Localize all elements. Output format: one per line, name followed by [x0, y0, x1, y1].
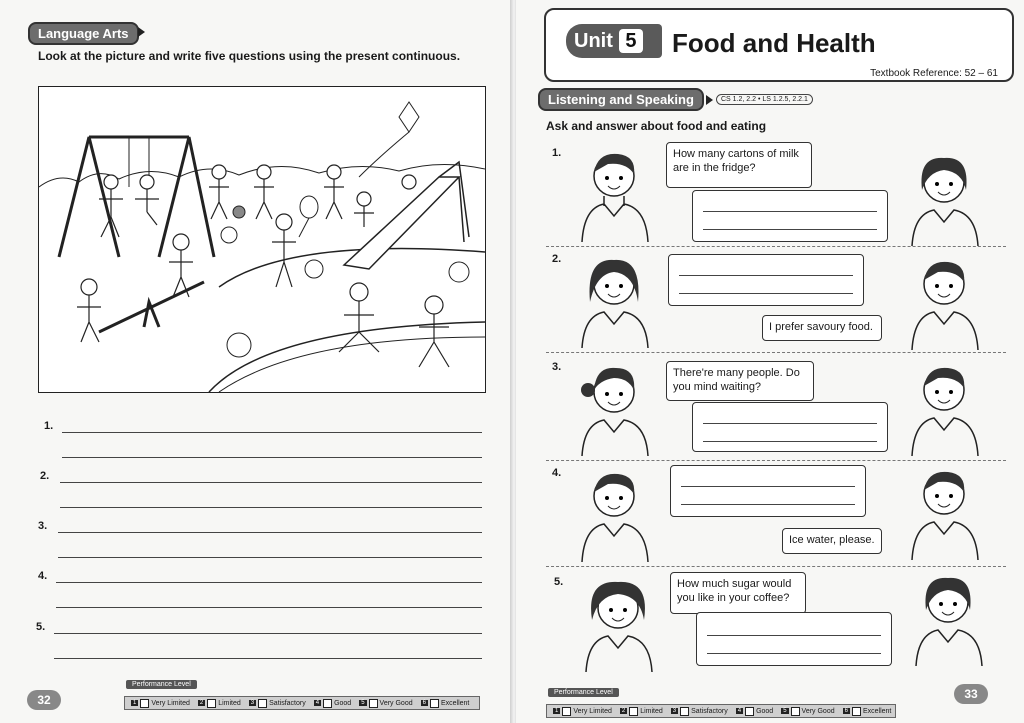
reply-bubble-2: I prefer savoury food.	[762, 315, 882, 341]
answer-number-1: 1.	[44, 420, 54, 432]
level-4[interactable]: 4 Good	[315, 699, 352, 707]
answer-bubble-2[interactable]	[668, 254, 864, 306]
boy-avatar-icon	[578, 466, 658, 562]
level-6[interactable]: 6 Excellent	[844, 707, 892, 715]
performance-title-right: Performance Level	[548, 688, 619, 697]
checkbox[interactable]	[258, 699, 267, 708]
answer-line[interactable]	[58, 532, 482, 533]
level-2[interactable]: 2 Limited	[199, 699, 241, 707]
boy-avatar-icon	[908, 254, 988, 350]
section-tag-listening-speaking: Listening and Speaking	[538, 88, 704, 111]
curriculum-codes: CS 1.2, 2.2 • LS 1.2.5, 2.2.1	[716, 94, 813, 105]
girl-avatar-icon	[578, 252, 658, 348]
row-divider	[546, 460, 1006, 461]
dialogue-number-1: 1.	[552, 147, 562, 159]
answer-number-5: 5.	[36, 621, 46, 633]
page-number-right: 33	[954, 684, 988, 704]
girl-avatar-icon	[582, 576, 662, 672]
dialogue-number-4: 4.	[552, 467, 562, 479]
reply-bubble-4: Ice water, please.	[782, 528, 882, 554]
unit-header	[544, 8, 1014, 82]
answer-line[interactable]	[56, 607, 482, 608]
answer-line[interactable]	[62, 432, 482, 433]
checkbox[interactable]	[852, 707, 861, 716]
right-page	[516, 0, 1024, 723]
checkbox[interactable]	[791, 707, 800, 716]
checkbox[interactable]	[680, 707, 689, 716]
checkbox[interactable]	[323, 699, 332, 708]
unit-title: Food and Health	[672, 28, 876, 58]
answer-line[interactable]	[54, 633, 482, 634]
performance-title-left: Performance Level	[126, 680, 197, 689]
level-4[interactable]: 4 Good	[737, 707, 774, 715]
answer-bubble-3[interactable]	[692, 402, 888, 452]
answer-bubble-1[interactable]	[692, 190, 888, 242]
playground-scene	[39, 87, 485, 392]
girl-avatar-icon	[578, 360, 658, 456]
boy-avatar-icon	[578, 146, 658, 242]
answer-number-3: 3.	[38, 520, 48, 532]
section-tag-language-arts: Language Arts	[28, 22, 139, 45]
checkbox[interactable]	[430, 699, 439, 708]
performance-level-bar-right	[546, 704, 896, 718]
checkbox[interactable]	[562, 707, 571, 716]
answer-line[interactable]	[60, 482, 482, 483]
answer-line[interactable]	[54, 658, 482, 659]
tag-arrow-icon	[138, 27, 145, 37]
girl-avatar-icon	[912, 570, 992, 666]
level-1[interactable]: 1 Very Limited	[133, 699, 190, 707]
dialogue-number-5: 5.	[554, 576, 564, 588]
answer-bubble-4[interactable]	[670, 465, 866, 517]
answer-line[interactable]	[60, 507, 482, 508]
instruction: Look at the picture and write five questions using the present continuous.	[38, 49, 461, 63]
speech-bubble-3: There're many people. Do you mind waiting?	[666, 361, 814, 401]
speech-bubble-1: How many cartons of milk are in the fridge?	[666, 142, 812, 188]
checkbox[interactable]	[629, 707, 638, 716]
row-divider	[546, 566, 1006, 567]
answer-line[interactable]	[62, 457, 482, 458]
unit-number: 5	[619, 29, 643, 53]
level-1[interactable]: 1 Very Limited	[555, 707, 612, 715]
answer-line[interactable]	[56, 582, 482, 583]
checkbox[interactable]	[140, 699, 149, 708]
checkbox[interactable]	[745, 707, 754, 716]
level-3[interactable]: 3 Satisfactory	[250, 699, 306, 707]
answer-line[interactable]	[58, 557, 482, 558]
boy-avatar-icon	[908, 464, 988, 560]
dialogue-number-2: 2.	[552, 253, 562, 265]
page-number-left: 32	[27, 690, 61, 710]
girl-avatar-icon	[908, 150, 988, 246]
playground-illustration	[38, 86, 486, 393]
checkbox[interactable]	[369, 699, 378, 708]
dialogue-number-3: 3.	[552, 361, 562, 373]
level-3[interactable]: 3 Satisfactory	[672, 707, 728, 715]
checkbox[interactable]	[207, 699, 216, 708]
unit-label: Unit 5	[566, 24, 662, 58]
level-2[interactable]: 2 Limited	[621, 707, 663, 715]
boy-avatar-icon	[908, 360, 988, 456]
speech-bubble-5: How much sugar would you like in your coffee?	[670, 572, 806, 614]
answer-number-4: 4.	[38, 570, 48, 582]
level-6[interactable]: 6 Excellent	[422, 699, 470, 707]
tag-arrow-icon	[706, 95, 713, 105]
row-divider	[546, 352, 1006, 353]
performance-level-bar-left	[124, 696, 480, 710]
textbook-reference: Textbook Reference: 52 – 61	[870, 68, 998, 79]
row-divider	[546, 246, 1006, 247]
answer-bubble-5[interactable]	[696, 612, 892, 666]
level-5[interactable]: 5 Very Good	[783, 707, 835, 715]
answer-number-2: 2.	[40, 470, 50, 482]
level-5[interactable]: 5 Very Good	[361, 699, 413, 707]
instruction: Ask and answer about food and eating	[546, 119, 767, 133]
